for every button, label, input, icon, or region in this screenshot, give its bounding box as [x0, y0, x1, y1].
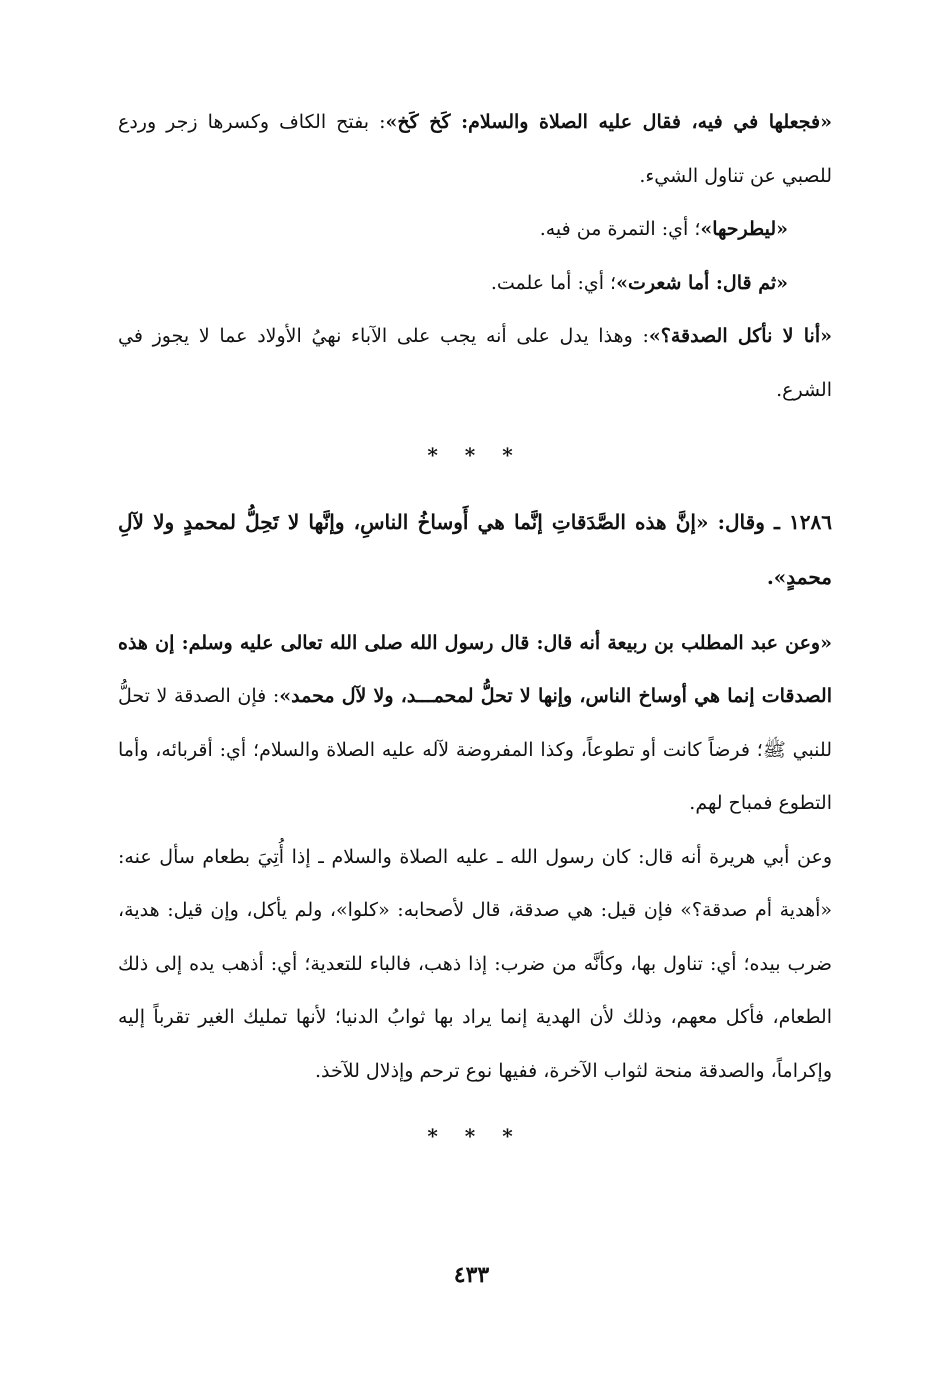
paragraph-4 [118, 310, 832, 417]
paragraph-1 [118, 96, 832, 203]
quote-text: «فجعلها في فيه، فقال عليه الصلاة والسلام: كَخ كَخ» [385, 111, 832, 133]
quote-text: «أنا لا نأكل الصدقة؟» [648, 325, 832, 347]
quote-text: «ثم قال: أما شعرت» [616, 271, 788, 294]
page-body [118, 96, 832, 1176]
section-separator: * * * [427, 1124, 523, 1148]
quote-text: «ليطرحها» [700, 218, 788, 240]
hadith-text: ١٢٨٦ ـ وقال: «إنَّ هذه الصَّدَقاتِ إنَّما هي أَوساخُ الناسِ، وإنَّها لا تَحِلُّ لمحمدٍ ولا لآلِ محمدٍ». [118, 509, 832, 589]
commentary-text: ؛ أي: التمرة من فيه. [539, 218, 701, 240]
commentary-text: ؛ أي: أما علمت. [490, 271, 617, 294]
page-number: ٤٣٣ [453, 1262, 490, 1288]
paragraph-2 [118, 203, 832, 257]
section-separator: * * * [427, 443, 523, 467]
quote-text: «وعن عبد المطلب بن ربيعة أنه قال: قال رسول الله صلى الله تعالى عليه وسلم: إن هذه الصدقات إنما هي أوساخ الناس، وإنها لا تحلُّ لمحمـــد، ولا لآل محمد» [118, 631, 833, 707]
commentary-text: : بفتح الكاف وكسرها زجر وردع للصبي عن تناول الشيء. [118, 111, 832, 187]
paragraph-3 [118, 257, 832, 311]
paragraph-6: وعن أبي هريرة أنه قال: كان رسول الله ـ عليه الصلاة والسلام ـ إذا أُتِيَ بطعام سأل عنه: «أهدية أم صدقة؟» فإن قيل: هي صدقة، قال لأصحابه: «كلوا»، ولم يأكل، وإن قيل: هدية، ضرب بيده؛ أي: تناول بها، وكأنَّه من ضرب: إذا ذهب، فالباء للتعدية؛ أي: أذهب يده إلى ذلك الطعام، فأكل معهم، وذلك لأن الهدية إنما يراد بها ثوابُ الدنيا؛ لأنها تمليك الغير تقرباً إليه وإكراماً، والصدقة منحة لثواب الآخرة، ففيها نوع ترحم وإذلال للآخذ. [118, 845, 832, 1082]
commentary-text: : وهذا يدل على أنه يجب على الآباء نهيُ الأولاد عما لا يجوز في الشرع. [118, 325, 832, 401]
paragraph-5 [118, 617, 832, 831]
commentary-text: : فإن الصدقة لا تحلُّ للنبي ﷺ؛ فرضاً كانت أو تطوعاً، وكذا المفروضة لآله عليه الصلاة والسلام؛ أي: أقربائه، وأما التطوع فمباح لهم. [118, 685, 832, 814]
spacer [118, 605, 832, 617]
